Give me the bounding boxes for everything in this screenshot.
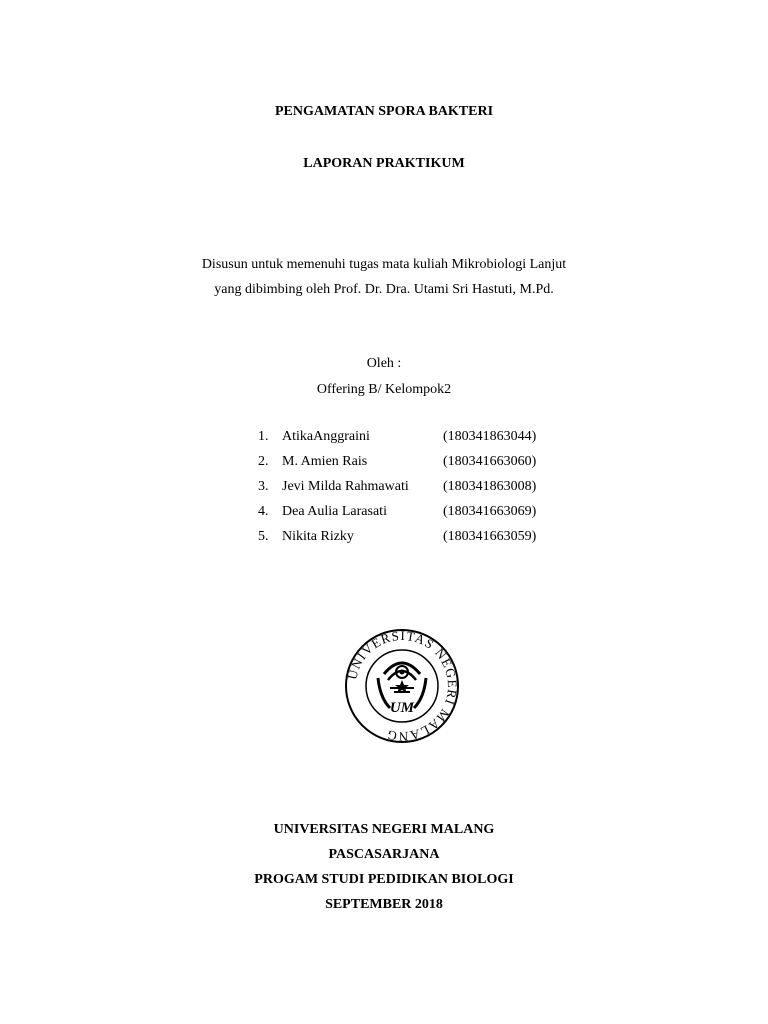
member-list <box>258 428 578 553</box>
footer-university: UNIVERSITAS NEGERI MALANG <box>273 822 495 837</box>
member-name: Jevi Milda Rahmawati <box>282 479 409 494</box>
member-number: 5. <box>258 529 269 544</box>
member-nim: (180341863044) <box>443 429 537 444</box>
member-nim: (180341863008) <box>443 479 537 494</box>
list-item <box>258 453 578 478</box>
member-number: 3. <box>258 479 269 494</box>
member-number: 2. <box>258 454 269 469</box>
member-name: Nikita Rizky <box>282 529 354 544</box>
list-item <box>258 503 578 528</box>
report-title: PENGAMATAN SPORA BAKTERI <box>274 104 494 119</box>
member-name: M. Amien Rais <box>282 454 368 469</box>
list-item <box>258 528 578 553</box>
purpose-line-1: Disusun untuk memenuhi tugas mata kuliah Mikrobiologi Lanjut <box>201 257 567 272</box>
member-number: 4. <box>258 504 269 519</box>
member-nim: (180341663060) <box>443 454 537 469</box>
university-seal-logo <box>344 628 460 744</box>
report-subtitle: LAPORAN PRAKTIKUM <box>303 156 465 171</box>
group-name: Offering B/ Kelompok2 <box>316 382 452 397</box>
member-name: AtikaAnggraini <box>282 429 370 444</box>
seal-text: UNIVERSITAS NEGERI MALANG <box>344 628 460 744</box>
by-label: Oleh : <box>366 356 402 371</box>
footer-program: PROGAM STUDI PEDIDIKAN BIOLOGI <box>254 872 514 887</box>
member-name: Dea Aulia Larasati <box>282 504 387 519</box>
member-nim: (180341663069) <box>443 504 537 519</box>
member-number: 1. <box>258 429 269 444</box>
footer-school: PASCASARJANA <box>328 847 440 862</box>
member-nim: (180341663059) <box>443 529 537 544</box>
seal-monogram: UM <box>389 700 415 716</box>
list-item <box>258 428 578 453</box>
footer-date: SEPTEMBER 2018 <box>325 897 443 912</box>
purpose-line-2: yang dibimbing oleh Prof. Dr. Dra. Utami Sri Hastuti, M.Pd. <box>214 282 554 297</box>
list-item <box>258 478 578 503</box>
